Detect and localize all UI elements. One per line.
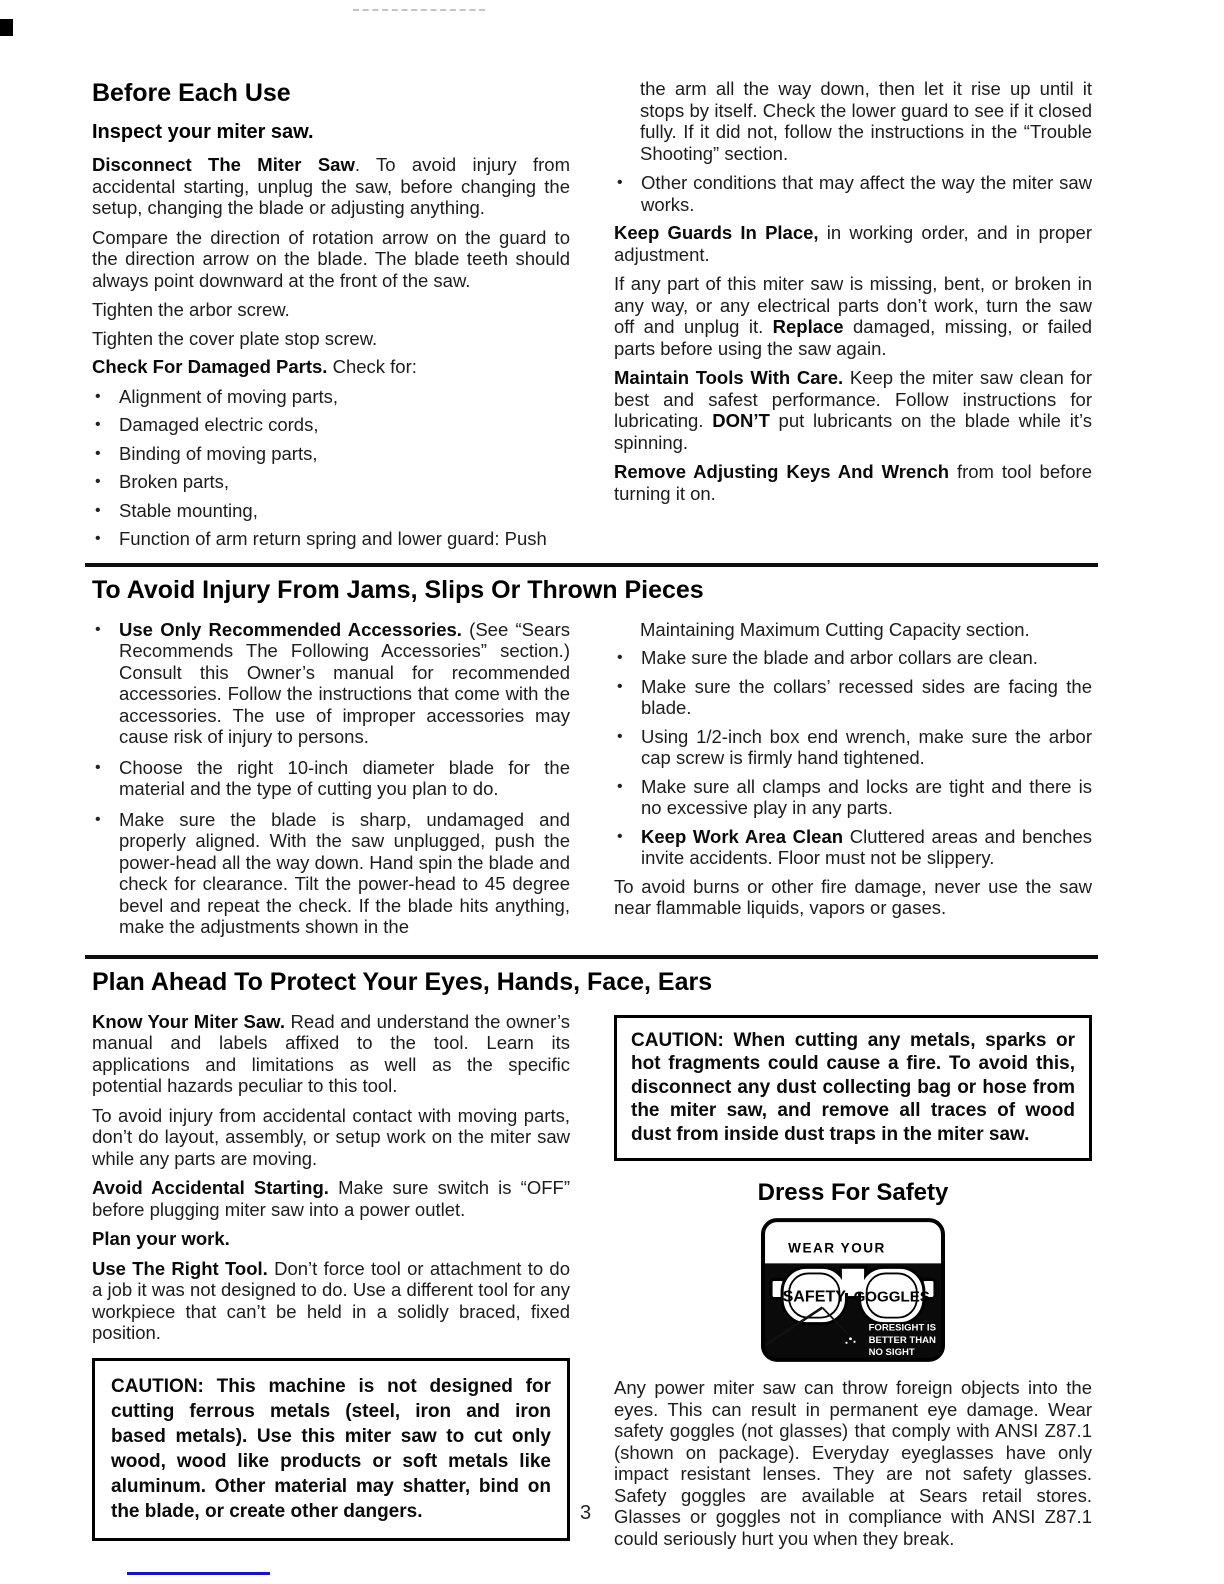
paragraph-text: Cluttered areas and benches invite accidents. Floor must not be slippery. <box>641 825 1093 868</box>
section-plan-ahead <box>92 1011 1092 1558</box>
caution-box-sparks: CAUTION: When cutting any metals, sparks or hot fragments could cause a fire. To avoid this, disconnect any dust collecting bag or hose from the miter saw, and remove all traces of wood dust from inside dust traps in the miter saw. <box>614 1015 1092 1162</box>
spark-dot <box>845 1342 847 1344</box>
list-item: • Stable mounting, <box>92 500 570 522</box>
spark-dot <box>853 1341 855 1343</box>
paragraph-text: (See “Sears Recommends The Following Accessories” section.) Consult this Owner’s manual for recommended accessories. Follow the instructions that come with the accessories. The use of improper accessories may cause risk of injury to persons. <box>119 618 570 747</box>
list-item <box>92 619 570 748</box>
bold-leadin: Avoid Accidental Starting. <box>92 1177 329 1198</box>
dress-for-safety-title: Dress For Safety <box>757 1179 949 1206</box>
section-title: To Avoid Injury From Jams, Slips Or Thrown Pieces <box>92 575 704 604</box>
spark-dot <box>849 1337 852 1340</box>
list-item: • Choose the right 10-inch diameter blade for the material and the type of cutting you plan to do. <box>92 757 570 800</box>
paragraph: Any power miter saw can throw foreign objects into the eyes. This can result in permanent eye damage. Wear safety goggles (not glasses) that comply with ANSI Z87.1 (shown on package). Everyday eyeglasses have only impact resistant lenses. They are not safety glasses. Safety goggles are available at Sears retail stores. Glasses or goggles not in compliance with ANSI Z87.1 could seriously hurt you when they break. <box>614 1377 1092 1549</box>
subsection-title: Inspect your miter saw. <box>92 121 314 143</box>
caution-box-ferrous-metals: CAUTION: This machine is not designed for cutting ferrous metals (steel, iron and iron based metals). Use this miter saw to cut only wood, wood like products or soft metals like aluminum. Other material may shatter, bind on the blade, or create other dangers. <box>92 1358 570 1541</box>
bullet-list <box>614 647 1092 869</box>
paragraph <box>92 1011 570 1097</box>
section-divider <box>85 955 1098 959</box>
bold-leadin: Use The Right Tool. <box>92 1257 268 1279</box>
paragraph: To avoid injury from accidental contact with moving parts, don’t do layout, assembly, or setup work on the miter saw while any parts are moving. <box>92 1104 570 1169</box>
continuation-paragraph: Maintaining Maximum Cutting Capacity section. <box>640 618 1030 640</box>
paragraph <box>614 461 1092 504</box>
section1-right-column <box>614 78 1092 512</box>
goggles-graphic-container <box>614 1217 1092 1363</box>
list-item: • Using 1/2-inch box end wrench, make sure the arbor cap screw is firmly hand tightened. <box>614 726 1092 769</box>
bold-word: Replace <box>772 316 844 337</box>
section-avoid-injury <box>92 619 1092 947</box>
paragraph-text: Make sure switch is “OFF” before plugging miter saw into a power outlet. <box>92 1177 570 1220</box>
scan-artifact-blob <box>0 19 13 36</box>
section-before-each-use <box>92 78 1092 557</box>
section-title: Plan Ahead To Protect Your Eyes, Hands, Face, Ears <box>92 967 713 996</box>
paragraph <box>92 1258 570 1344</box>
section2-right-column <box>614 619 1092 927</box>
list-item: • Broken parts, <box>92 471 570 493</box>
bold-word: DON’T <box>712 410 770 431</box>
safety-label: SAFETY <box>782 1287 847 1306</box>
paragraph-text: . To avoid injury from accidental starting, unplug the saw, before changing the setup, changing the blade or adjusting anything. <box>92 154 571 218</box>
bold-leadin: Keep Work Area Clean <box>641 825 844 847</box>
bold-leadin: Maintain Tools With Care. <box>614 367 844 388</box>
bold-leadin: Know Your Miter Saw. <box>92 1010 285 1032</box>
paragraph-text: Read and understand the owner’s manual and labels affixed to the tool. Learn its applications and limitations as well as the specific potential hazards peculiar to this tool. <box>92 1010 571 1096</box>
continuation-paragraph: the arm all the way down, then let it rise up until it stops by itself. Check the lower guard to see if it closed fully. If it did not, follow the instructions in the “Trouble Shooting” section. <box>640 78 1092 164</box>
list-item: • Binding of moving parts, <box>92 443 570 465</box>
bold-leadin: Use Only Recommended Accessories. <box>119 618 462 640</box>
section1-left-column <box>92 78 570 557</box>
paragraph-text: Don’t force tool or attachment to do a job it was not designed to do. Use a different tool for any workpiece that can’t be held in a solidly braced, fixed position. <box>92 1257 570 1343</box>
paragraph-text: Check for: <box>327 356 417 377</box>
section3-left-column <box>92 1011 570 1541</box>
paragraph-text: from tool before turning it on. <box>614 461 1092 504</box>
list-item: • Function of arm return spring and lower guard: Push <box>92 528 570 550</box>
paragraph <box>92 356 570 378</box>
wear-your-label: WEAR YOUR <box>788 1240 886 1256</box>
page-number: 3 <box>580 1502 592 1524</box>
goggles-label: GOGGLES <box>853 1288 930 1306</box>
bottom-blue-line <box>127 1572 270 1575</box>
bold-line: Plan your work. <box>92 1228 230 1249</box>
paragraph: To avoid burns or other fire damage, never use the saw near flammable liquids, vapors or gases. <box>614 875 1092 918</box>
paragraph: Tighten the arbor screw. <box>92 299 290 320</box>
safety-goggles-graphic <box>760 1217 946 1363</box>
bold-leadin: Check For Damaged Parts. <box>92 356 328 377</box>
list-item: • Make sure the collars’ recessed sides are facing the blade. <box>614 676 1092 719</box>
bullet-list <box>92 386 570 550</box>
bullet-list <box>614 172 1092 215</box>
paragraph-text: put lubricants on the blade while it’s spinning. <box>614 410 1092 453</box>
section2-left-column <box>92 619 570 947</box>
manual-page <box>92 78 1092 1557</box>
foresight-line1: FORESIGHT IS <box>868 1322 936 1334</box>
paragraph <box>92 154 570 219</box>
list-item: • Make sure the blade is sharp, undamaged and properly aligned. With the saw unplugged, push the power-head all the way down. Hand spin the blade and check for clearance. Tilt the power-head to 45 degree bevel and repeat the check. If the blade hits anything, make the adjustments shown in the <box>92 809 570 938</box>
paragraph <box>614 273 1092 359</box>
paragraph-text: in working order, and in proper adjustment. <box>614 222 1092 265</box>
list-item: • Other conditions that may affect the way the miter saw works. <box>614 172 1092 215</box>
list-item: • Make sure the blade and arbor collars are clean. <box>614 647 1092 669</box>
paragraph: Tighten the cover plate stop screw. <box>92 327 378 349</box>
paragraph-text: If any part of this miter saw is missing, bent, or broken in any way, or any electrical parts don’t work, turn the saw off and unplug it. <box>614 273 1092 337</box>
section3-right-column <box>614 1011 1092 1558</box>
paragraph <box>92 1177 570 1220</box>
foresight-line2: BETTER THAN <box>868 1334 936 1346</box>
scan-artifact-dashes <box>353 9 485 11</box>
foresight-line3: NO SIGHT <box>868 1346 915 1358</box>
list-item <box>614 826 1092 869</box>
section-title: Before Each Use <box>92 79 291 107</box>
paragraph <box>92 1228 570 1250</box>
bold-leadin: Remove Adjusting Keys And Wrench <box>614 461 950 482</box>
paragraph-text: Keep the miter saw clean for best and safest performance. Follow instructions for lubricating. <box>614 367 1092 431</box>
list-item: • Damaged electric cords, <box>92 414 570 436</box>
list-item: • Make sure all clamps and locks are tight and there is no excessive play in any parts. <box>614 776 1092 819</box>
bold-leadin: Disconnect The Miter Saw <box>92 154 355 175</box>
paragraph: Compare the direction of rotation arrow on the guard to the direction arrow on the blade. The blade teeth should always point downward at the front of the saw. <box>92 226 570 291</box>
section-divider <box>85 563 1098 567</box>
list-item: • Alignment of moving parts, <box>92 386 570 408</box>
bullet-list <box>92 619 570 938</box>
bold-leadin: Keep Guards In Place, <box>614 222 819 243</box>
paragraph <box>614 367 1092 453</box>
paragraph <box>614 222 1092 265</box>
paragraph-text: damaged, missing, or failed parts before using the saw again. <box>614 316 1093 359</box>
